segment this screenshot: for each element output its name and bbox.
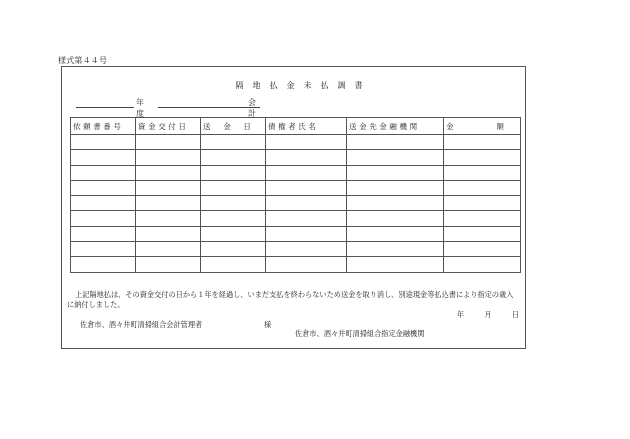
table-cell[interactable] bbox=[266, 226, 347, 241]
table-cell[interactable] bbox=[444, 257, 521, 272]
manager-line: 佐倉市、酒々井町清掃組合会計管理者 bbox=[80, 320, 203, 329]
institution-line: 佐倉市、酒々井町清掃組合指定金融機関 bbox=[295, 329, 425, 338]
table-cell[interactable] bbox=[266, 242, 347, 257]
date-line: 年 月 日 bbox=[456, 310, 519, 319]
table-cell[interactable] bbox=[347, 257, 444, 272]
table-row bbox=[71, 226, 521, 241]
table-cell[interactable] bbox=[136, 150, 201, 165]
table-cell[interactable] bbox=[444, 211, 521, 226]
table-cell[interactable] bbox=[266, 196, 347, 211]
header-remit-date: 送 金 日 bbox=[201, 118, 266, 135]
table-cell[interactable] bbox=[347, 180, 444, 195]
table-cell[interactable] bbox=[71, 150, 136, 165]
table-cell[interactable] bbox=[201, 257, 266, 272]
table-cell[interactable] bbox=[201, 135, 266, 150]
table-header-row bbox=[71, 118, 521, 135]
table-cell[interactable] bbox=[266, 257, 347, 272]
table-cell[interactable] bbox=[71, 180, 136, 195]
table-row bbox=[71, 150, 521, 165]
table-cell[interactable] bbox=[201, 211, 266, 226]
table-cell[interactable] bbox=[266, 150, 347, 165]
notice-text: 上記隔地払は、その資金交付の日から１年を経過し、いまだ支払を終わらないため送金を取り消し、別途現金等払込書により指定の歳入に納付しました。 bbox=[67, 290, 514, 309]
table-cell[interactable] bbox=[201, 196, 266, 211]
table-cell[interactable] bbox=[201, 226, 266, 241]
header-creditor-name: 債権者氏名 bbox=[266, 118, 347, 135]
table-cell[interactable] bbox=[347, 211, 444, 226]
table-cell[interactable] bbox=[136, 211, 201, 226]
table-cell[interactable] bbox=[266, 180, 347, 195]
table-cell[interactable] bbox=[71, 135, 136, 150]
table-row bbox=[71, 242, 521, 257]
table-cell[interactable] bbox=[347, 165, 444, 180]
table-cell[interactable] bbox=[136, 242, 201, 257]
table-cell[interactable] bbox=[71, 242, 136, 257]
table-row bbox=[71, 257, 521, 272]
table-cell[interactable] bbox=[136, 196, 201, 211]
table-cell[interactable] bbox=[71, 165, 136, 180]
table-cell[interactable] bbox=[444, 165, 521, 180]
table-cell[interactable] bbox=[347, 226, 444, 241]
table-row bbox=[71, 165, 521, 180]
header-request-number: 依頼書番号 bbox=[71, 118, 136, 135]
table-cell[interactable] bbox=[136, 257, 201, 272]
account-field[interactable] bbox=[158, 97, 260, 108]
unpaid-table bbox=[70, 117, 521, 273]
table-cell[interactable] bbox=[136, 165, 201, 180]
table-cell[interactable] bbox=[444, 135, 521, 150]
table-cell[interactable] bbox=[444, 180, 521, 195]
honorific: 様 bbox=[264, 320, 272, 329]
table-cell[interactable] bbox=[201, 150, 266, 165]
form-frame bbox=[61, 66, 526, 349]
table-cell[interactable] bbox=[201, 165, 266, 180]
form-number: 様式第４４号 bbox=[58, 56, 108, 65]
table-cell[interactable] bbox=[347, 135, 444, 150]
table-row bbox=[71, 211, 521, 226]
table-cell[interactable] bbox=[444, 196, 521, 211]
fiscal-year-field[interactable] bbox=[76, 97, 134, 108]
account-label: 会計 bbox=[248, 98, 256, 118]
table-cell[interactable] bbox=[136, 226, 201, 241]
header-amount: 金 額 bbox=[444, 118, 521, 135]
table-cell[interactable] bbox=[201, 242, 266, 257]
form-title: 隔地払金未払調書 bbox=[235, 81, 372, 90]
table-cell[interactable] bbox=[266, 135, 347, 150]
table-cell[interactable] bbox=[71, 211, 136, 226]
table-cell[interactable] bbox=[266, 211, 347, 226]
table-row bbox=[71, 135, 521, 150]
table-cell[interactable] bbox=[347, 242, 444, 257]
table-cell[interactable] bbox=[266, 165, 347, 180]
fiscal-year-label: 年度 bbox=[136, 98, 144, 118]
table-cell[interactable] bbox=[201, 180, 266, 195]
table-cell[interactable] bbox=[71, 226, 136, 241]
table-cell[interactable] bbox=[71, 257, 136, 272]
table-row bbox=[71, 196, 521, 211]
table-cell[interactable] bbox=[136, 135, 201, 150]
table-cell[interactable] bbox=[347, 150, 444, 165]
table-cell[interactable] bbox=[347, 196, 444, 211]
table-cell[interactable] bbox=[444, 150, 521, 165]
table-row bbox=[71, 180, 521, 195]
table-cell[interactable] bbox=[71, 196, 136, 211]
table-body bbox=[71, 135, 521, 273]
header-fund-date: 資金交付日 bbox=[136, 118, 201, 135]
header-bank: 送金先金融機関 bbox=[347, 118, 444, 135]
table-cell[interactable] bbox=[444, 242, 521, 257]
table-cell[interactable] bbox=[444, 226, 521, 241]
table-cell[interactable] bbox=[136, 180, 201, 195]
